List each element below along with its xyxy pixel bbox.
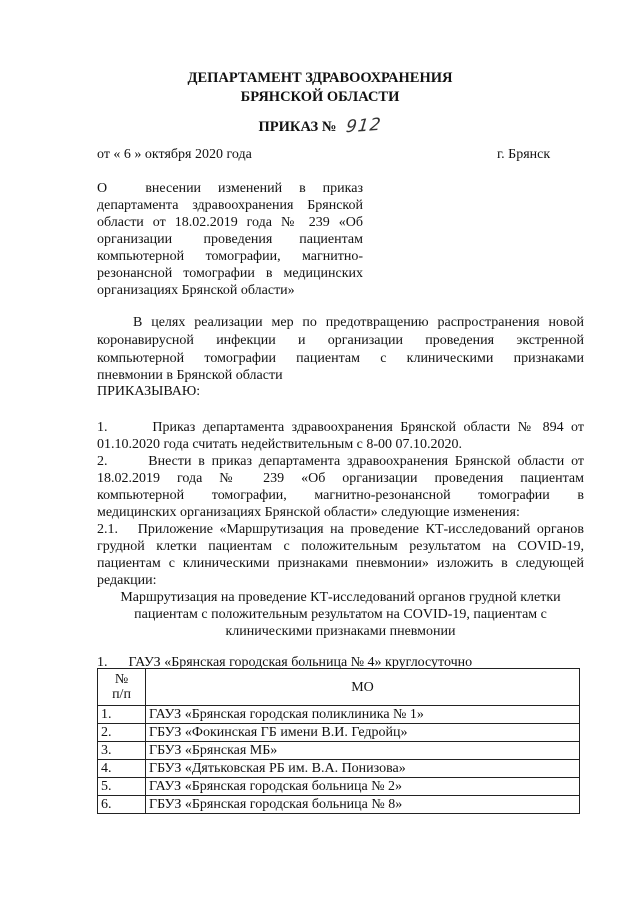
order-date: от « 6 » октября 2020 года xyxy=(97,147,252,162)
row-mo-name: ГБУЗ «Брянская городская больница № 8» xyxy=(146,796,580,814)
row-mo-name: ГАУЗ «Брянская городская поликлиника № 1» xyxy=(146,706,580,724)
preamble-line: В целях реализации мер по предотвращению распространения новой xyxy=(133,315,584,330)
row-mo-name: ГАУЗ «Брянская городская больница № 2» xyxy=(146,778,580,796)
row-number: 6. xyxy=(98,796,146,814)
column-header-number-line2: п/п xyxy=(112,687,131,702)
table-row xyxy=(98,742,580,760)
preamble-line: компьютерной томографии пациентам с клиническими признаками xyxy=(97,351,584,366)
order-number-handwritten: 912 xyxy=(345,114,383,138)
table-row xyxy=(98,778,580,796)
order-word: ПРИКАЗЫВАЮ: xyxy=(97,384,201,399)
row-number: 1. xyxy=(98,706,146,724)
preamble-line: коронавирусной инфекции и организации проведения экстренной xyxy=(97,333,584,348)
row-number: 2. xyxy=(98,724,146,742)
row-mo-name: ГБУЗ «Брянская МБ» xyxy=(146,742,580,760)
order-city: г. Брянск xyxy=(497,147,551,162)
preamble-line: пневмонии в Брянской области xyxy=(97,368,283,383)
item-line: 01.10.2020 года считать недействительным с 8-00 07.10.2020. xyxy=(97,437,463,452)
item-line: 18.02.2019 года № 239 «Об организации проведения пациентам xyxy=(97,471,584,486)
column-header-mo: МО xyxy=(146,669,580,706)
item-line: компьютерной томографии, магнитно-резонансной томографии в xyxy=(97,488,584,503)
item-line: грудной клетки пациентам с положительным результатом на COVID-19, xyxy=(97,539,584,554)
appendix-title-line: клиническими признаками пневмонии xyxy=(225,624,456,639)
item-line: 2. Внести в приказ департамента здравоохранения Брянской области от xyxy=(97,454,584,469)
subject-line: организациях Брянской области» xyxy=(97,283,295,298)
department-title-line2: БРЯНСКОЙ ОБЛАСТИ xyxy=(240,89,400,105)
table-header-row xyxy=(98,669,580,706)
item-line: медицинских организациях Брянской области» следующие изменения: xyxy=(97,505,520,520)
subject-line: О внесении изменений в приказ xyxy=(97,181,363,196)
section-heading: 1. ГАУЗ «Брянская городская больница № 4» круглосуточно xyxy=(97,655,473,670)
subject-line: области от 18.02.2019 года № 239 «Об xyxy=(97,215,363,230)
column-header-number-line1: № xyxy=(114,672,129,687)
item-line: пациентам с клиническими признаками пневмонии» изложить в следующей xyxy=(97,556,584,571)
row-number: 4. xyxy=(98,760,146,778)
row-mo-name: ГБУЗ «Фокинская ГБ имени В.И. Гедройц» xyxy=(146,724,580,742)
row-number: 3. xyxy=(98,742,146,760)
table-row xyxy=(98,796,580,814)
item-line: 2.1. Приложение «Маршрутизация на проведение КТ-исследований органов xyxy=(97,522,584,537)
table-row xyxy=(98,724,580,742)
subject-line: департамента здравоохранения Брянской xyxy=(97,198,363,213)
item-line: 1. Приказ департамента здравоохранения Брянской области № 894 от xyxy=(97,420,584,435)
appendix-title-line: пациентам с положительным результатом на COVID-19, пациентам с xyxy=(134,607,547,622)
order-title xyxy=(0,116,640,136)
row-mo-name: ГБУЗ «Дятьковская РБ им. В.А. Понизова» xyxy=(146,760,580,778)
item-line: редакции: xyxy=(97,573,157,588)
table-row xyxy=(98,760,580,778)
row-number: 5. xyxy=(98,778,146,796)
subject-line: организации проведения пациентам xyxy=(97,232,363,247)
order-label: ПРИКАЗ № xyxy=(258,119,337,135)
appendix-title-line: Маршрутизация на проведение КТ-исследований органов грудной клетки xyxy=(120,590,561,605)
column-header-number xyxy=(98,669,146,706)
table-row xyxy=(98,706,580,724)
subject-line: резонансной томографии в медицинских xyxy=(97,266,363,281)
mo-table xyxy=(97,668,580,814)
department-title-line1: ДЕПАРТАМЕНТ ЗДРАВООХРАНЕНИЯ xyxy=(187,70,453,86)
subject-line: компьютерной томографии, магнитно- xyxy=(97,249,363,264)
